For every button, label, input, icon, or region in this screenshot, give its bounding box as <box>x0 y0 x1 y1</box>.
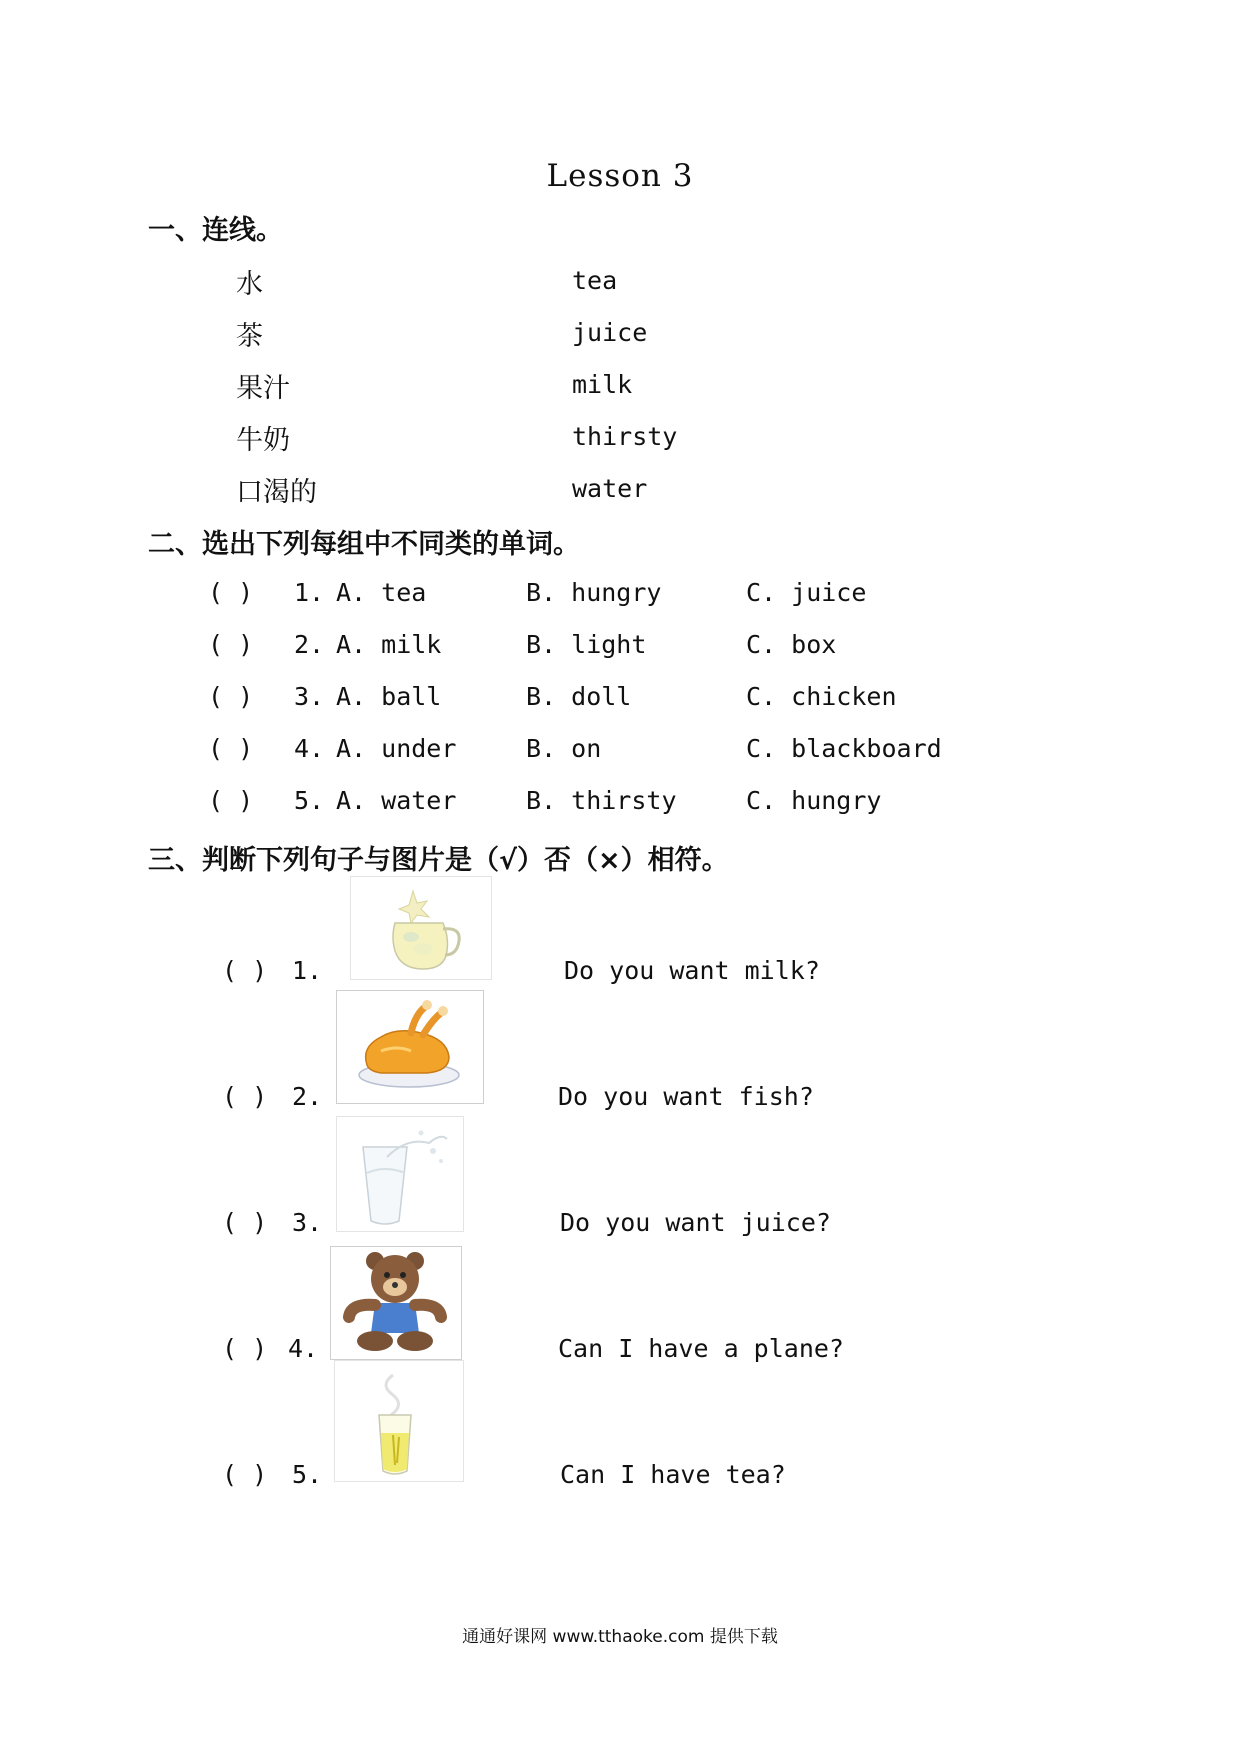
match-left-2: 茶 <box>236 321 263 352</box>
option-b: B. hungry <box>526 578 662 607</box>
question-number: 3. <box>292 1208 323 1237</box>
question-number: 1. <box>292 956 323 985</box>
answer-blank[interactable]: ( ) <box>208 786 254 815</box>
answer-blank[interactable]: ( ) <box>208 578 254 607</box>
tea-glass-icon <box>334 1360 464 1482</box>
option-b: B. doll <box>526 682 632 711</box>
page-title: Lesson 3 <box>546 158 694 194</box>
option-c: C. box <box>746 630 837 659</box>
question-number: 3. <box>294 682 325 711</box>
juice-jug-icon <box>350 876 492 980</box>
answer-blank[interactable]: ( ) <box>222 1334 268 1363</box>
question-sentence: Can I have tea? <box>560 1460 786 1489</box>
answer-blank[interactable]: ( ) <box>222 1208 268 1237</box>
match-right-4: thirsty <box>572 422 678 451</box>
option-c: C. blackboard <box>746 734 942 763</box>
match-right-5: water <box>572 474 648 503</box>
question-number: 5. <box>294 786 325 815</box>
option-b: B. thirsty <box>526 786 677 815</box>
answer-blank[interactable]: ( ) <box>208 682 254 711</box>
option-a: A. ball <box>336 682 442 711</box>
match-left-1: 水 <box>236 269 263 300</box>
match-right-2: juice <box>572 318 648 347</box>
match-left-3: 果汁 <box>236 373 290 404</box>
answer-blank[interactable]: ( ) <box>222 1082 268 1111</box>
option-a: A. water <box>336 786 457 815</box>
section2-heading: 二、选出下列每组中不同类的单词。 <box>148 529 580 560</box>
question-number: 2. <box>294 630 325 659</box>
question-sentence: Can I have a plane? <box>558 1334 844 1363</box>
match-right-3: milk <box>572 370 633 399</box>
option-a: A. under <box>336 734 457 763</box>
option-b: B. light <box>526 630 647 659</box>
section1-heading: 一、连线。 <box>148 215 283 246</box>
question-number: 5. <box>292 1460 323 1489</box>
match-left-5: 口渴的 <box>236 477 317 508</box>
question-sentence: Do you want juice? <box>560 1208 831 1237</box>
answer-blank[interactable]: ( ) <box>208 734 254 763</box>
question-number: 4. <box>294 734 325 763</box>
answer-blank[interactable]: ( ) <box>208 630 254 659</box>
option-a: A. milk <box>336 630 442 659</box>
answer-blank[interactable]: ( ) <box>222 956 268 985</box>
water-glass-icon <box>336 1116 464 1232</box>
question-number: 1. <box>294 578 325 607</box>
section3-heading: 三、判断下列句子与图片是（√）否（×）相符。 <box>148 845 729 876</box>
question-sentence: Do you want fish? <box>558 1082 814 1111</box>
teddy-bear-icon <box>330 1246 462 1360</box>
page-footer: 通通好课网 www.tthaoke.com 提供下载 <box>462 1627 778 1647</box>
answer-blank[interactable]: ( ) <box>222 1460 268 1489</box>
question-sentence: Do you want milk? <box>564 956 820 985</box>
roast-chicken-icon <box>336 990 484 1104</box>
question-number: 4. <box>288 1334 319 1363</box>
option-c: C. juice <box>746 578 867 607</box>
option-b: B. on <box>526 734 602 763</box>
match-left-4: 牛奶 <box>236 425 290 456</box>
option-c: C. hungry <box>746 786 882 815</box>
option-a: A. tea <box>336 578 427 607</box>
option-c: C. chicken <box>746 682 897 711</box>
match-right-1: tea <box>572 266 618 295</box>
question-number: 2. <box>292 1082 323 1111</box>
